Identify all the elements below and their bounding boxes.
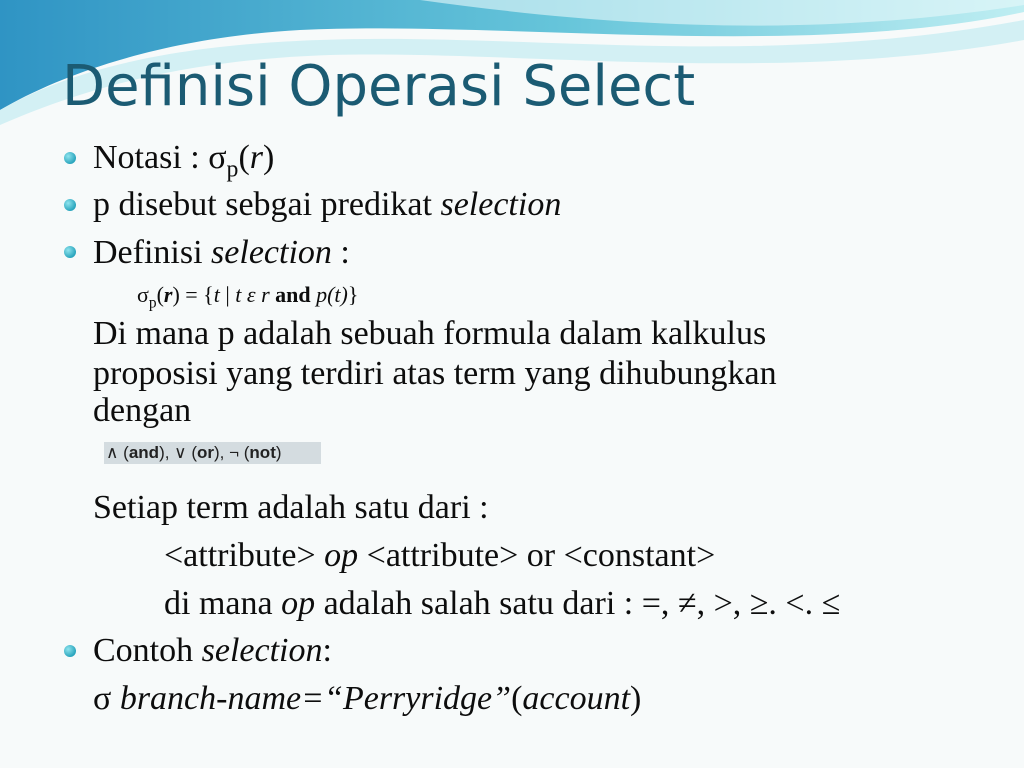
paragraph-line: proposisi yang terdiri atas term yang dihubungkan: [93, 355, 777, 392]
selection-formula: $\sigma_p(r) = \{t$ | t ε r and p(t)}: [137, 282, 359, 312]
bullet-icon: [64, 645, 76, 657]
slide-title: Definisi Operasi Select: [62, 54, 696, 119]
example-expression: σ branch-name=“Perryridge”(account): [93, 680, 642, 717]
definition-heading: Definisi selection :: [93, 234, 350, 271]
notation-line: Notasi : $\sigma_p(r)$: [93, 139, 275, 183]
logical-connectives-image: ∧ (and), ∨ (or), ¬ (not): [104, 442, 321, 464]
example-heading: Contoh selection:: [93, 632, 332, 669]
operator-list: di mana op adalah salah satu dari : =, ≠, >, ≥. <. ≤: [164, 585, 841, 622]
paragraph-line: dengan: [93, 392, 192, 429]
bullet-icon: [64, 246, 76, 258]
bullet-icon: [64, 199, 76, 211]
bullet-icon: [64, 152, 76, 164]
term-form: <attribute> op <attribute> or <constant>: [164, 537, 716, 574]
paragraph-line: Di mana p adalah sebuah formula dalam kalkulus: [93, 315, 767, 352]
predicate-line: p disebut sebgai predikat selection: [93, 186, 562, 223]
term-intro: Setiap term adalah satu dari :: [93, 489, 489, 526]
